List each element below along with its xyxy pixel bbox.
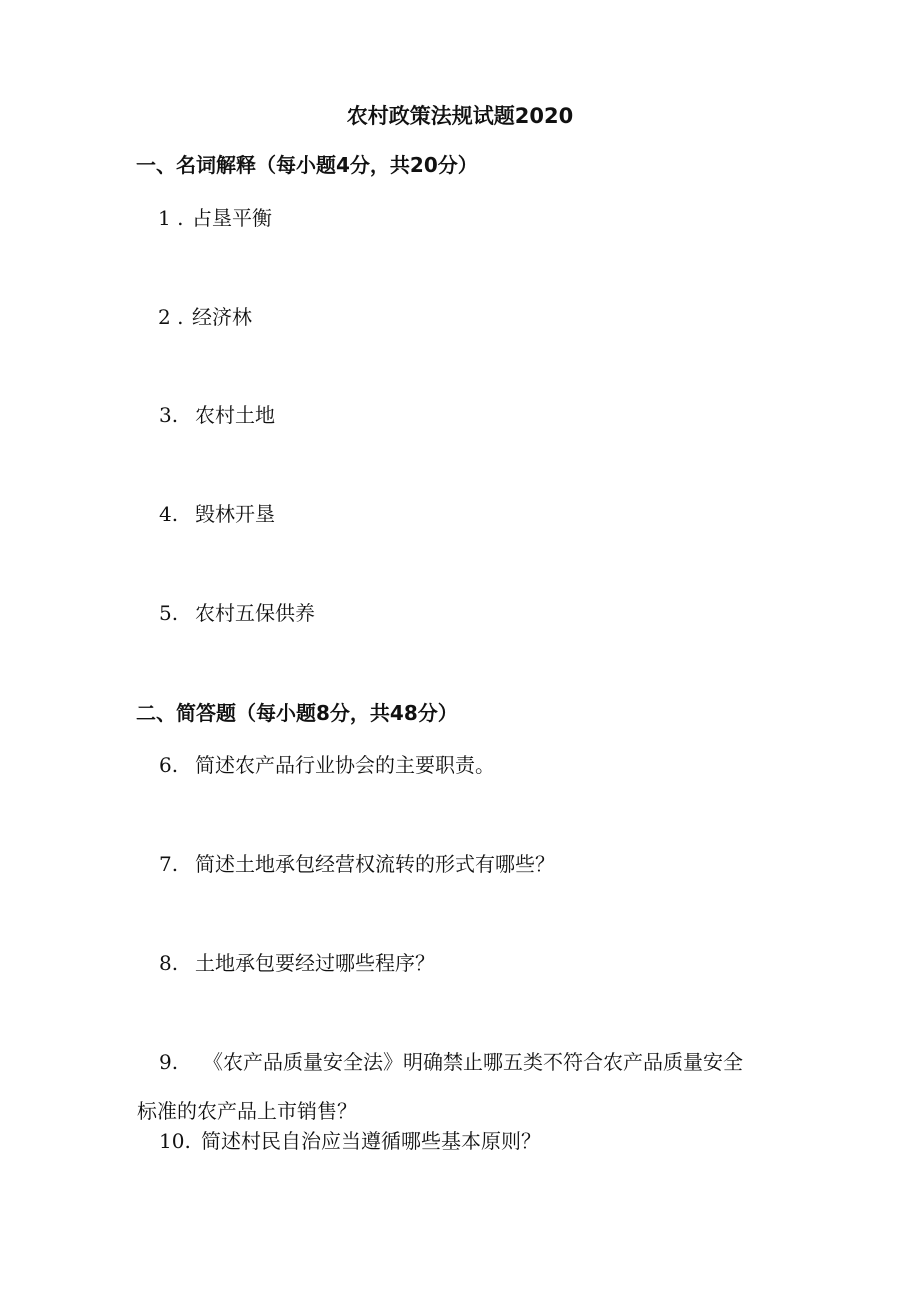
question-item — [159, 750, 495, 780]
question-item — [159, 598, 315, 628]
question-text: 毁林开垦 — [195, 502, 275, 526]
question-item — [159, 948, 435, 978]
question-text: 土地承包要经过哪些程序？ — [195, 951, 435, 975]
question-number: 2 . — [158, 305, 184, 329]
question-text: 经济林 — [192, 305, 252, 329]
question-number: 7. — [159, 852, 179, 876]
question-number: 6. — [159, 753, 179, 777]
question-text: 农村土地 — [195, 403, 275, 427]
question-item — [158, 302, 252, 332]
section-heading-short-answer: 二、简答题（每小题8分，共48分） — [136, 701, 458, 725]
question-number: 4. — [159, 502, 179, 526]
question-item — [158, 203, 272, 233]
question-item — [159, 849, 555, 879]
question-number: 9. — [159, 1050, 179, 1074]
question-number: 3. — [159, 403, 179, 427]
question-text-continuation: 标准的农产品上市销售？ — [137, 1099, 357, 1123]
question-text: 农村五保供养 — [195, 601, 315, 625]
section-heading-terms: 一、名词解释（每小题4分，共20分） — [136, 153, 478, 177]
question-text: 占垦平衡 — [192, 206, 272, 230]
question-text: 简述土地承包经营权流转的形式有哪些？ — [195, 852, 555, 876]
question-text: 简述农产品行业协会的主要职责。 — [195, 753, 495, 777]
question-text: 简述村民自治应当遵循哪些基本原则？ — [201, 1129, 541, 1153]
question-item — [159, 1047, 743, 1077]
question-number: 8. — [159, 951, 179, 975]
document-title: 农村政策法规试题2020 — [346, 104, 574, 128]
question-number: 5. — [159, 601, 179, 625]
question-number: 1 . — [158, 206, 184, 230]
question-item — [159, 499, 275, 529]
question-number: 10. — [159, 1129, 191, 1153]
question-item — [159, 400, 275, 430]
question-item — [159, 1126, 541, 1156]
question-text: 《农产品质量安全法》明确禁止哪五类不符合农产品质量安全 — [203, 1050, 743, 1074]
